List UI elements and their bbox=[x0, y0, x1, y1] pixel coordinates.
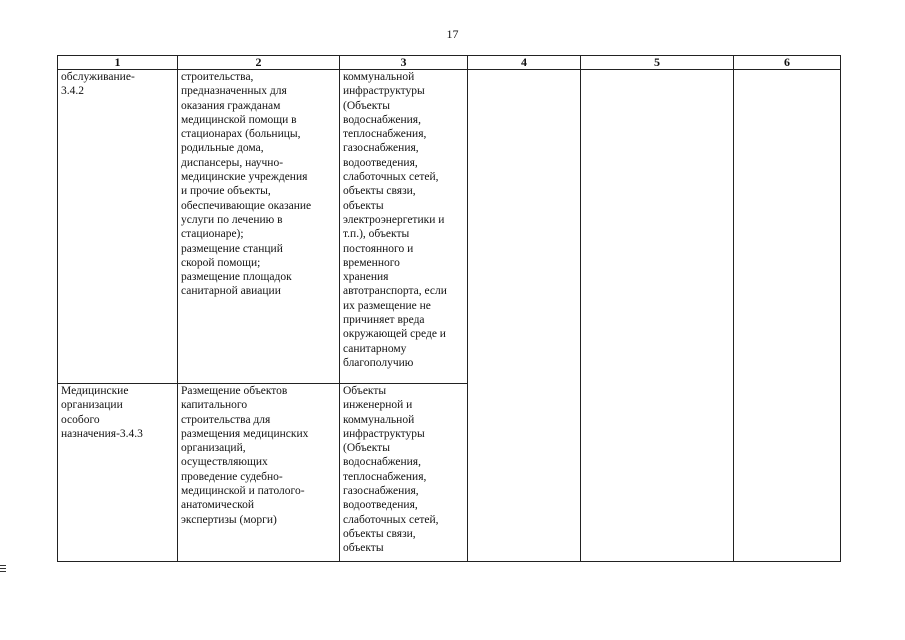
cell-text-line: электроэнергетики и bbox=[343, 213, 445, 226]
cell-text-line: диспансеры, научно- bbox=[181, 156, 284, 169]
column-header-1: 1 bbox=[58, 56, 178, 70]
cell-text-line: организации bbox=[61, 399, 123, 412]
margin-mark bbox=[0, 565, 6, 572]
cell-col-6 bbox=[734, 70, 841, 562]
cell-text-line: стационаре); bbox=[181, 228, 244, 241]
cell-text-line: Медицинские bbox=[61, 385, 129, 397]
cell-text-line: хранения bbox=[343, 271, 389, 284]
cell-text-line: окружающей среде и bbox=[343, 328, 446, 341]
cell-text-line: слаботочных сетей, bbox=[343, 513, 439, 526]
cell-text-line: скорой помощи; bbox=[181, 256, 261, 269]
cell-text-line: обеспечивающие оказание bbox=[181, 199, 312, 212]
cell-col-5 bbox=[581, 70, 734, 562]
column-header-4: 4 bbox=[468, 56, 581, 70]
table-row bbox=[58, 70, 841, 384]
cell-text-line: медицинские учреждения bbox=[181, 171, 308, 184]
cell-text-line: размещения медицинских bbox=[181, 427, 309, 440]
cell-text-line: обслуживание- bbox=[61, 71, 135, 83]
cell-text-line: размещение станций bbox=[181, 242, 283, 255]
cell-text-line: теплоснабжения, bbox=[343, 470, 427, 483]
cell-text-line: анатомической bbox=[181, 499, 255, 512]
cell-auxiliary-objects bbox=[340, 70, 468, 384]
cell-land-use-type bbox=[58, 70, 178, 384]
cell-text-line: медицинской помощи в bbox=[181, 113, 297, 126]
cell-text-line: (Объекты bbox=[343, 99, 390, 112]
cell-text-line: санитарному bbox=[343, 342, 407, 355]
cell-text-line: капитального bbox=[181, 399, 248, 412]
cell-text-line: инфраструктуры bbox=[343, 85, 425, 98]
cell-text-line: водоотведения, bbox=[343, 499, 418, 512]
header-row bbox=[58, 56, 841, 70]
cell-text-line: 3.4.2 bbox=[61, 85, 84, 98]
column-header-6: 6 bbox=[734, 56, 841, 70]
cell-auxiliary-objects bbox=[340, 384, 468, 562]
column-header-5: 5 bbox=[581, 56, 734, 70]
cell-text-line: временного bbox=[343, 256, 400, 269]
cell-text-line: благополучию bbox=[343, 356, 414, 369]
cell-text-line: проведение судебно- bbox=[181, 470, 283, 483]
cell-col-4 bbox=[468, 70, 581, 562]
cell-text-line: объекты bbox=[343, 199, 384, 212]
cell-text-line: стационарах (больницы, bbox=[181, 128, 301, 141]
cell-text-line: т.п.), объекты bbox=[343, 228, 410, 241]
cell-text-line: коммунальной bbox=[343, 71, 415, 83]
cell-text-line: водоснабжения, bbox=[343, 113, 421, 126]
page-number: 17 bbox=[446, 27, 459, 41]
cell-text-line: Размещение объектов bbox=[181, 385, 288, 397]
cell-text-line: строительства, bbox=[181, 71, 254, 83]
cell-land-use-type bbox=[58, 384, 178, 562]
cell-text-line: газоснабжения, bbox=[343, 142, 419, 155]
cell-text-line: услуги по лечению в bbox=[181, 213, 283, 226]
cell-text-line: автотранспорта, если bbox=[343, 285, 447, 298]
cell-text-line: газоснабжения, bbox=[343, 485, 419, 498]
cell-text-line: причиняет вреда bbox=[343, 314, 425, 327]
cell-text-line: медицинской и патолого- bbox=[181, 485, 305, 498]
cell-text-line: организаций, bbox=[181, 442, 246, 455]
cell-text-line: теплоснабжения, bbox=[343, 128, 427, 141]
cell-description bbox=[178, 384, 340, 562]
cell-text-line: водоотведения, bbox=[343, 156, 418, 169]
column-header-2: 2 bbox=[178, 56, 340, 70]
cell-text-line: санитарной авиации bbox=[181, 285, 281, 298]
cell-text-line: особого bbox=[61, 413, 100, 426]
column-header-3: 3 bbox=[340, 56, 468, 70]
cell-text-line: назначения-3.4.3 bbox=[61, 427, 143, 440]
cell-text-line: объекты связи, bbox=[343, 185, 416, 198]
cell-text-line: предназначенных для bbox=[181, 85, 287, 98]
cell-text-line: объекты связи, bbox=[343, 527, 416, 540]
cell-text-line: постоянного и bbox=[343, 242, 414, 255]
cell-text-line: строительства для bbox=[181, 413, 271, 426]
cell-text-line: коммунальной bbox=[343, 413, 415, 426]
cell-text-line: их размещение не bbox=[343, 299, 431, 312]
cell-text-line: водоснабжения, bbox=[343, 456, 421, 469]
cell-text-line: и прочие объекты, bbox=[181, 185, 271, 198]
cell-text-line: объекты bbox=[343, 542, 384, 555]
cell-text-line: экспертизы (морги) bbox=[181, 513, 277, 526]
cell-text-line: (Объекты bbox=[343, 442, 390, 455]
cell-text-line: слаботочных сетей, bbox=[343, 171, 439, 184]
cell-description bbox=[178, 70, 340, 384]
cell-text-line: оказания гражданам bbox=[181, 99, 281, 112]
cell-text-line: инженерной и bbox=[343, 399, 413, 412]
cell-text-line: инфраструктуры bbox=[343, 427, 425, 440]
cell-text-line: родильные дома, bbox=[181, 142, 264, 155]
document-table bbox=[57, 55, 841, 562]
cell-text-line: осуществляющих bbox=[181, 456, 268, 469]
cell-text-line: Объекты bbox=[343, 385, 387, 397]
cell-text-line: размещение площадок bbox=[181, 271, 292, 284]
